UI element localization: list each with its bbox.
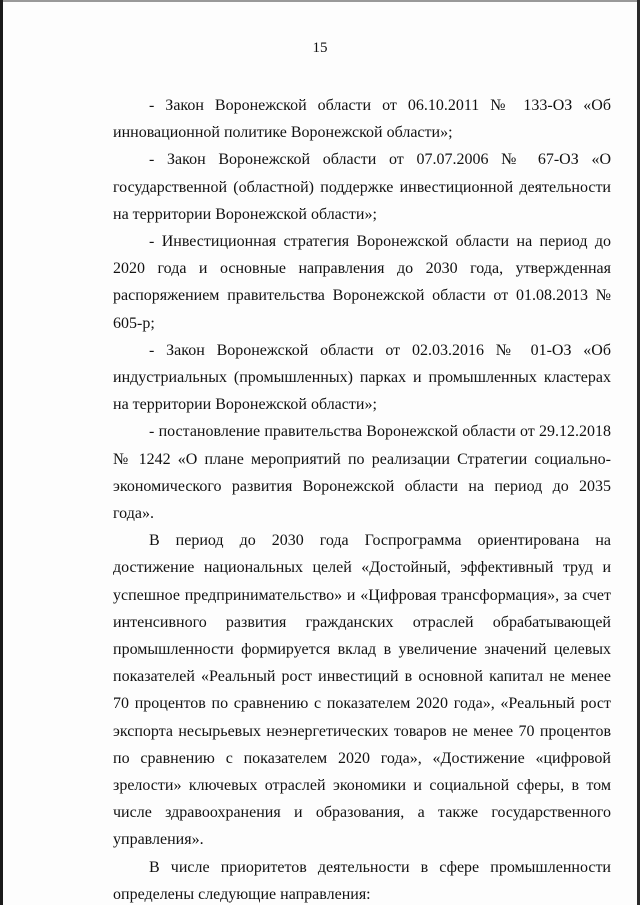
list-item-law-investment-support: - Закон Воронежской области от 07.07.2006 № 67-ОЗ «О государственной (областной) поддержке инвестиционной деятельности на территории Воронежской области»;: [113, 151, 611, 223]
list-item-law-innovation-policy: - Закон Воронежской области от 06.10.2011 № 133-ОЗ «Об инновационной политике Воронежской области»;: [113, 97, 611, 142]
list-item-law-industrial-parks: - Закон Воронежской области от 02.03.2016 № 01-ОЗ «Об индустриальных (промышленных) парках и промышленных кластерах на территории Воронежской области»;: [113, 341, 611, 414]
paragraph-priorities-intro: В числе приоритетов деятельности в сфере промышленности определены следующие направления:: [113, 858, 611, 903]
list-item-resolution-action-plan: - постановление правительства Воронежской области от 29.12.2018 № 1242 «О плане мероприятий по реализации Стратегии социально-экономического развития Воронежской области на период до 2035 года».: [113, 423, 611, 523]
scan-edge-left: [0, 0, 3, 905]
page-number: 15: [312, 40, 328, 56]
paragraph-national-goals: В период до 2030 года Госпрограмма ориентирована на достижение национальных целей «Достойный, эффективный труд и успешное предпринимательство» и «Цифровая трансформация», за счет интенсивного развития гражданских отраслей обрабатывающей промышленности формируется вклад в увеличение значений целевых показателей «Реальный рост инвестиций в основной капитал не менее 70 процентов по сравнению с показателем 2020 года», «Реальный рост экспорта несырьевых неэнергетических товаров не менее 70 процентов по сравнению с показателем 2020 года», «Достижение «цифровой зрелости» ключевых отраслей экономики и социальной сферы, в том числе здравоохранения и образования, а также государственного управления».: [113, 532, 611, 849]
document-body: [113, 92, 611, 908]
list-item-investment-strategy: - Инвестиционная стратегия Воронежской области на период до 2020 года и основные направления до 2030 года, утвержденная распоряжением правительства Воронежской области от 01.08.2013 № 605-р;: [113, 233, 611, 332]
